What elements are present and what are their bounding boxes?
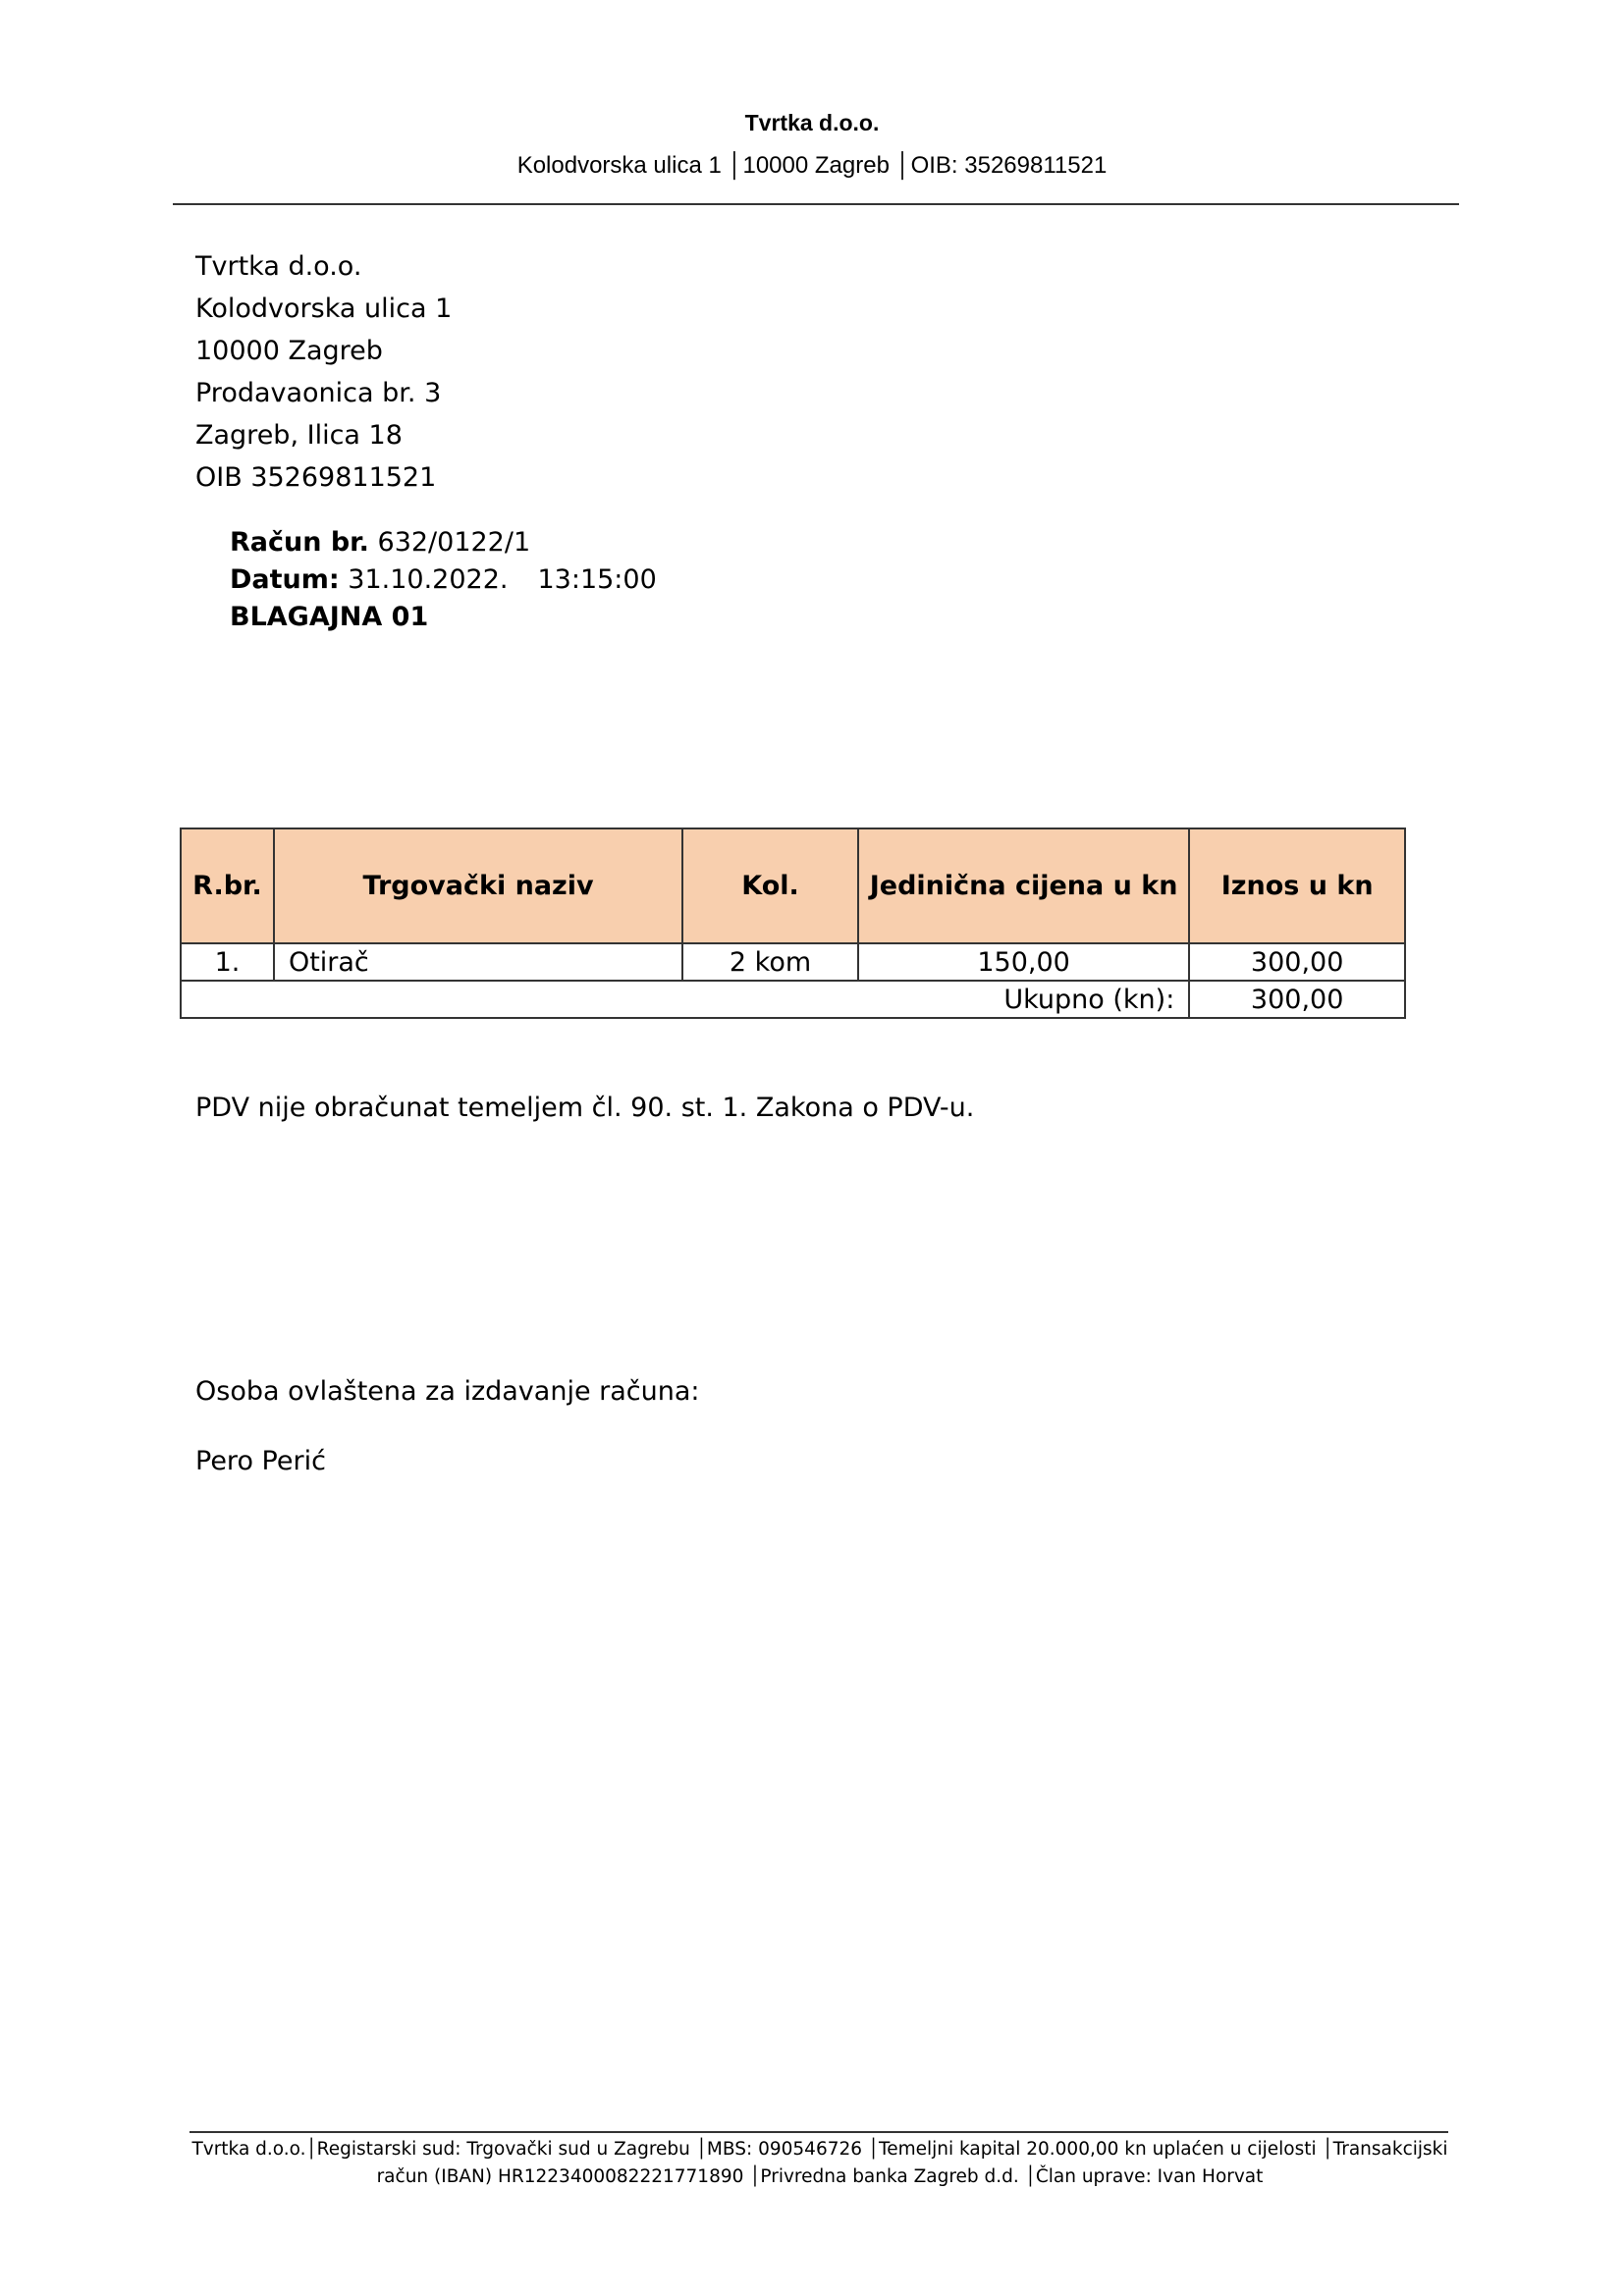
sender-street: Kolodvorska ulica 1	[195, 294, 453, 324]
header-divider	[173, 203, 1459, 205]
sender-block	[195, 245, 452, 499]
row-amount: 300,00	[1189, 943, 1405, 981]
items-table	[180, 828, 1406, 1019]
invoice-date: 31.10.2022.	[348, 564, 509, 595]
invoice-number-line	[230, 524, 657, 561]
header-address-line: Kolodvorska ulica 1 │10000 Zagreb │OIB: 35269811521	[516, 152, 1108, 179]
header-company-name: Tvrtka d.o.o.	[744, 110, 880, 135]
footer-line-1: Tvrtka d.o.o.│Registarski sud: Trgovački sud u Zagrebu │MBS: 090546726 │Temeljni kapital 20.000,00 kn uplaćen u cijelosti │Transakcijski	[191, 2139, 1448, 2160]
invoice-register: BLAGAJNA 01	[230, 602, 429, 632]
invoice-meta	[230, 524, 657, 636]
authorized-person-name: Pero Perić	[195, 1446, 326, 1476]
invoice-date-line	[230, 561, 657, 599]
column-header-qty: Kol.	[682, 828, 858, 943]
sender-oib: OIB 35269811521	[195, 462, 437, 493]
footer-divider	[189, 2131, 1448, 2133]
row-unit-price: 150,00	[858, 943, 1189, 981]
sender-shop-address: Zagreb, Ilica 18	[195, 420, 403, 451]
invoice-number: 632/0122/1	[377, 527, 531, 558]
row-quantity: 2 kom	[682, 943, 858, 981]
total-label: Ukupno (kn):	[181, 981, 1189, 1018]
sender-shop: Prodavaonica br. 3	[195, 378, 442, 408]
row-number: 1.	[181, 943, 274, 981]
column-header-amount: Iznos u kn	[1189, 828, 1405, 943]
invoice-number-label: Račun br.	[230, 527, 369, 558]
vat-note: PDV nije obračunat temeljem čl. 90. st. 1. Zakona o PDV-u.	[195, 1093, 975, 1123]
column-header-unit-price: Jedinična cijena u kn	[858, 828, 1189, 943]
sender-city: 10000 Zagreb	[195, 336, 383, 366]
row-item-name: Otirač	[274, 943, 682, 981]
table-header-row	[181, 828, 1405, 943]
column-header-rbr: R.br.	[181, 828, 274, 943]
footer	[187, 2136, 1453, 2191]
column-header-name: Trgovački naziv	[274, 828, 682, 943]
sender-company: Tvrtka d.o.o.	[195, 251, 362, 282]
table-row	[181, 943, 1405, 981]
total-value: 300,00	[1189, 981, 1405, 1018]
invoice-date-label: Datum:	[230, 564, 340, 595]
invoice-time: 13:15:00	[537, 564, 657, 595]
authorized-person-label: Osoba ovlaštena za izdavanje računa:	[195, 1376, 700, 1407]
table-total-row	[181, 981, 1405, 1018]
footer-line-2: račun (IBAN) HR1223400082221771890 │Privredna banka Zagreb d.d. │Član uprave: Ivan Horvat	[376, 2166, 1264, 2187]
